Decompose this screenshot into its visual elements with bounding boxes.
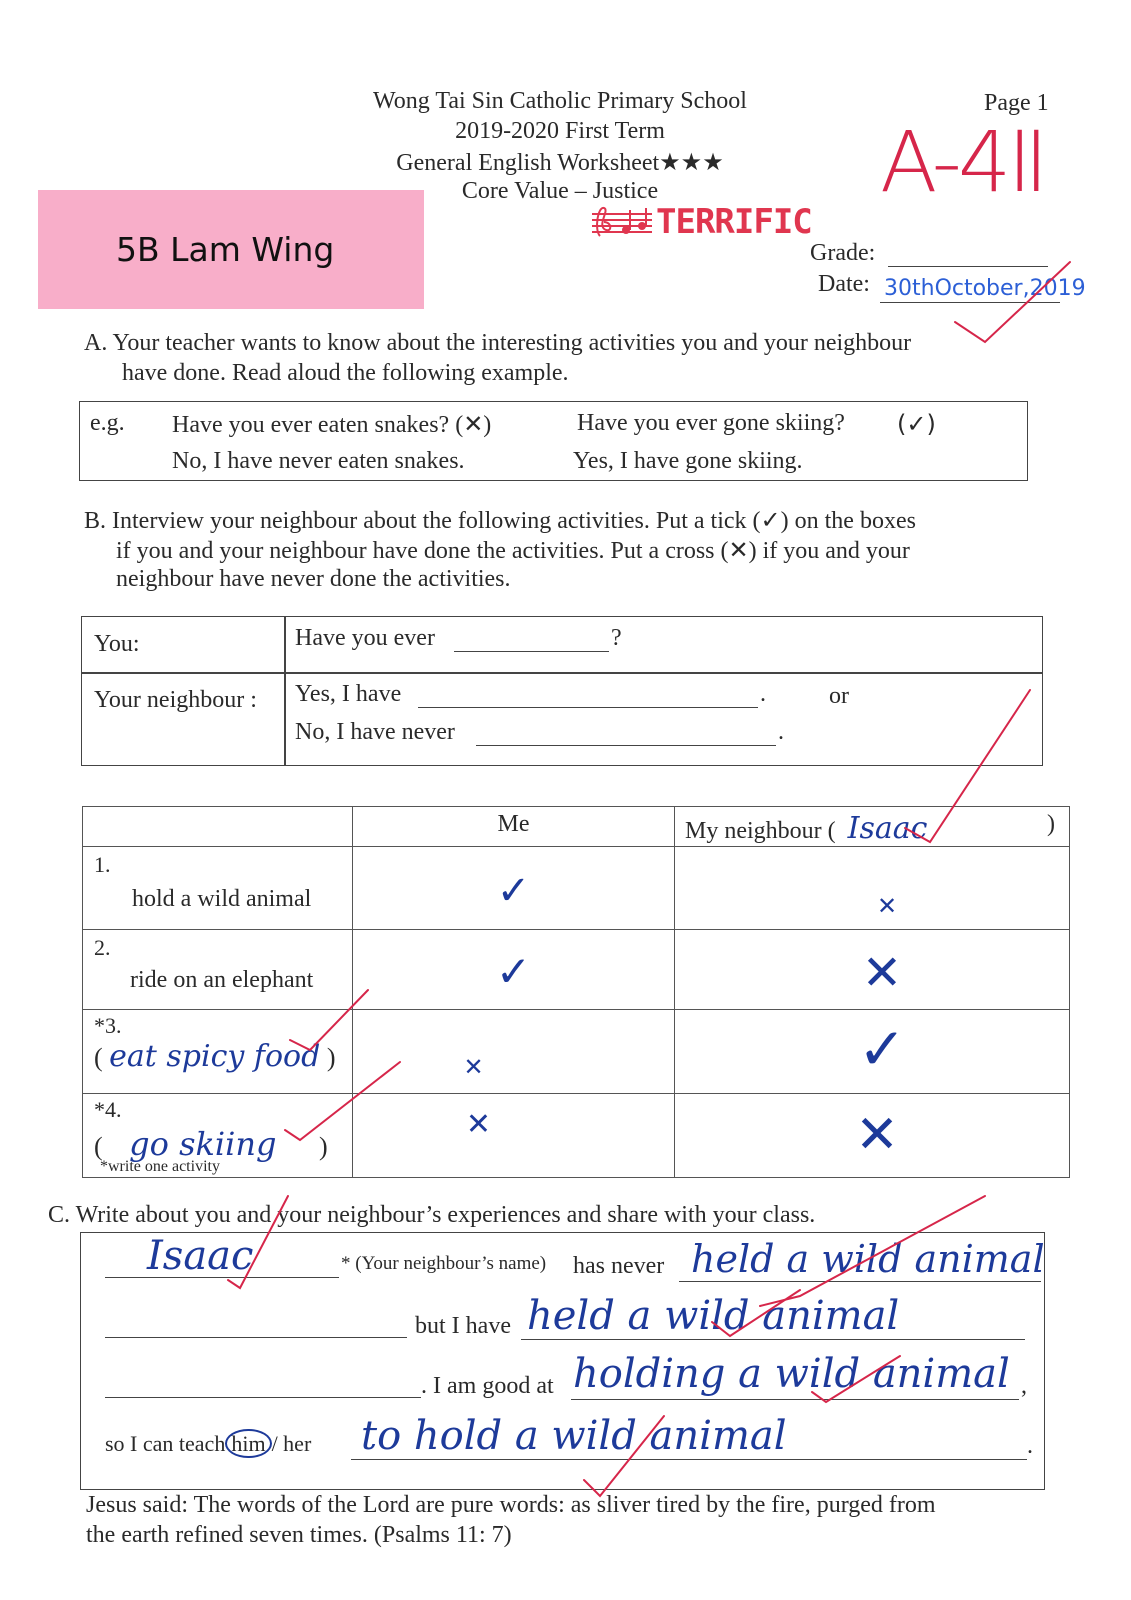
section-b-line3: neighbour have never done the activities. [116,566,511,592]
activity-text: go skiing [129,1125,277,1163]
or-text: or [829,683,849,709]
example-a1: No, I have never eaten snakes. [172,448,465,474]
example-a2: Yes, I have gone skiing. [573,448,803,474]
line2-tick-mark [712,1290,800,1336]
good-at-text: . I am good at [421,1373,554,1399]
col-neighbour-close: ) [1047,811,1055,837]
me-mark: ✕ [465,1107,492,1142]
has-never-text: has never [573,1253,665,1279]
stamp-text: TERRIFIC [656,202,812,242]
section-a-line1: A. Your teacher wants to know about the interesting activities you and your neighbour [84,330,912,356]
example-q1: Have you ever eaten snakes? (✕) [172,412,492,438]
but-i-have-text: but I have [415,1313,511,1339]
paren-close: ) [326,1043,336,1072]
eg-label: e.g. [90,410,125,436]
paren-close: ) [318,1132,328,1161]
example-q2: Have you ever gone skiing? [577,410,845,436]
name-tick-mark [228,1196,288,1288]
section-c-instruction: C. Write about you and your neighbour’s experiences and share with your class. [48,1202,816,1228]
me-mark: ✓ [495,947,532,996]
line3-tick-mark [812,1356,900,1402]
row-num: 1. [94,852,111,877]
line1-answer: held a wild animal [691,1237,1045,1281]
student-name: 5B Lam Wing [116,230,335,269]
line3-comma: , [1021,1373,1027,1399]
col-me: Me [353,807,675,847]
table-footnote: *write one activity [100,1158,220,1175]
written-neighbour-name: Isaac [147,1233,254,1279]
neighbour-mark: ✓ [857,1015,907,1083]
you-prompt: Have you ever [295,625,435,651]
him-option-circled: him [225,1429,271,1458]
paren-open: ( [94,1132,103,1161]
yes-prompt: Yes, I have [295,681,402,707]
row4-tick-mark [285,1062,400,1140]
activity-text: ride on an elephant [130,967,314,993]
grade-label: Grade: [810,240,876,266]
section-b-line2: if you and your neighbour have done the activities. Put a cross (✕) if you and your [116,538,910,564]
page-number: Page 1 [984,90,1049,116]
term: 2019-2020 First Term [455,118,665,144]
line4-period: . [1027,1433,1033,1459]
line2-answer: held a wild animal [527,1293,900,1339]
school-name: Wong Tai Sin Catholic Primary School [373,88,747,114]
me-mark: ✓ [496,868,531,914]
section-b-line1: B. Interview your neighbour about the following activities. Put a tick (✓) on the boxes [84,508,916,534]
row-num: 2. [94,935,111,960]
yes-period: . [760,681,766,707]
col-neighbour-label: My neighbour ( [685,818,836,844]
teach-text: so I can teach [105,1431,226,1456]
line4-answer: to hold a wild animal [361,1413,787,1459]
quote-line2: the earth refined seven times. (Psalms 11: 7) [86,1522,512,1548]
neighbour-tick-mark [905,690,1030,842]
section-a-line2: have done. Read aloud the following example. [122,360,569,386]
neighbour-mark: ✕ [855,1105,899,1165]
worksheet-title: General English Worksheet★★★ [396,150,724,176]
activity-text: hold a wild animal [132,886,312,912]
her-option: / her [271,1431,312,1456]
date-label: Date: [818,271,870,297]
you-question-mark: ? [611,625,622,651]
date-tick-mark [955,262,1070,342]
name-note: * (Your neighbour’s name) [341,1253,547,1274]
line4-tick-mark [584,1416,664,1496]
line3-answer: holding a wild animal [573,1351,1010,1397]
no-prompt: No, I have never [295,719,455,745]
example-q2-mark: (✓) [897,410,936,438]
me-mark: ✕ [463,1053,484,1081]
row-num: *4. [94,1097,122,1122]
neighbour-label: Your neighbour : [94,687,257,713]
line1-tick-mark [760,1196,985,1306]
paren-open: ( [94,1043,103,1072]
neighbour-name: Isaac [847,811,928,846]
core-value: Core Value – Justice [461,178,659,204]
neighbour-mark: ✕ [876,892,898,920]
date-value: 30thOctober,2019 [884,276,1086,301]
quote-line1: Jesus said: The words of the Lord are pure words: as sliver tired by the fire, purged from [86,1492,936,1518]
row3-tick-mark [290,990,368,1050]
no-period: . [778,719,784,745]
grade-value: A-4Ⅱ [880,113,1045,211]
you-label: You: [94,631,140,657]
activity-text: eat spicy food [109,1039,321,1074]
neighbour-mark: ✕ [861,945,903,1001]
row-num: *3. [94,1013,122,1038]
